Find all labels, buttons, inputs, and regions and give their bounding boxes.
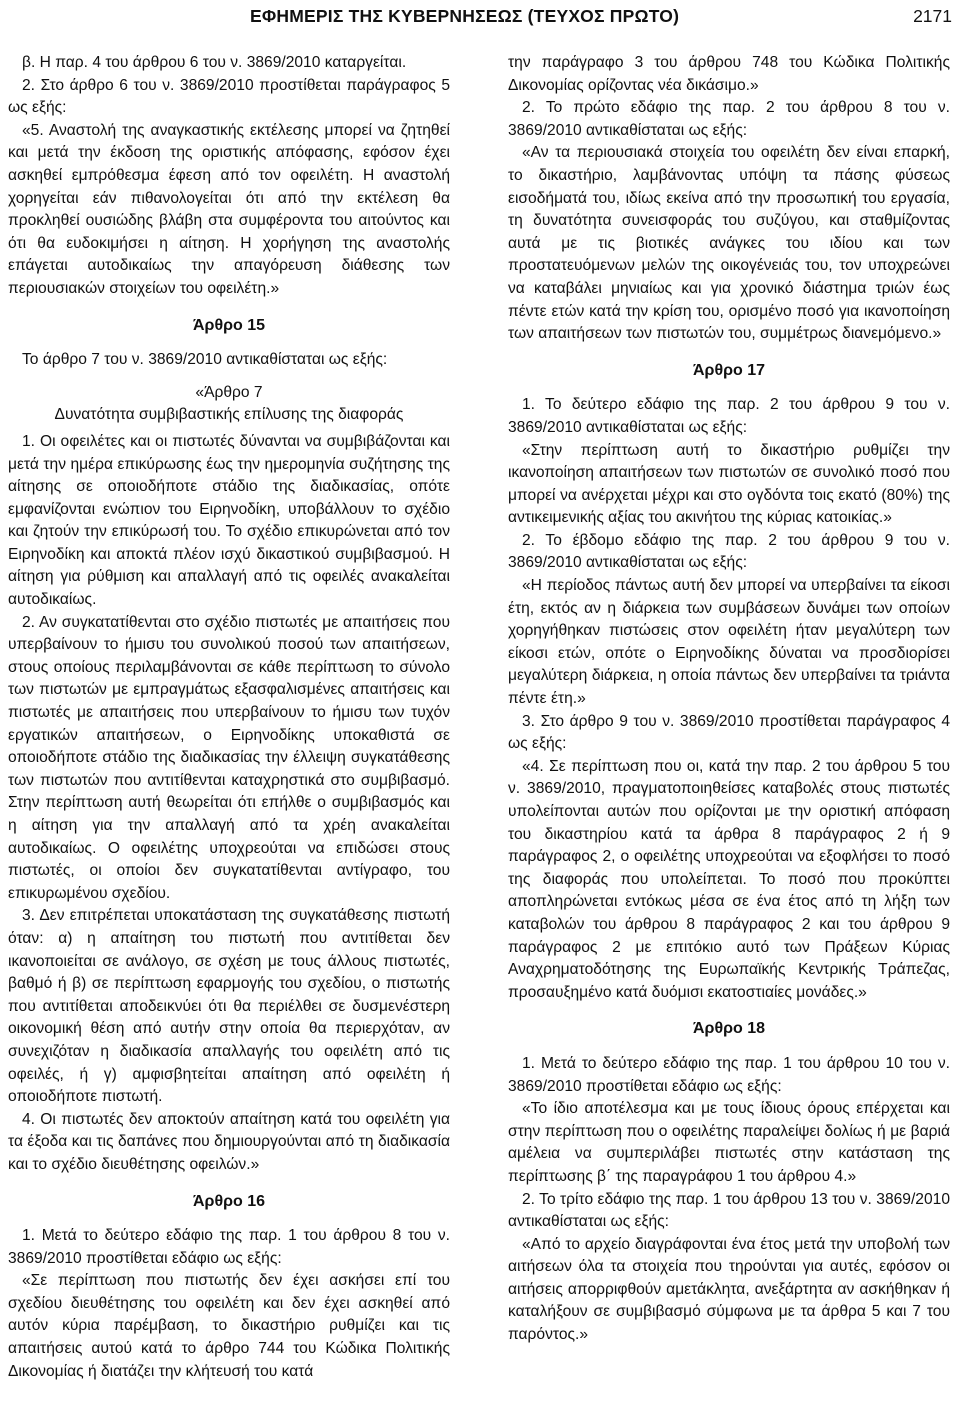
paragraph: Το άρθρο 7 του ν. 3869/2010 αντικαθίσταται ως εξής: xyxy=(22,351,388,369)
paragraph: «5. Αναστολή της αναγκαστικής εκτέλεσης μπορεί να ζητηθεί και μετά την έκδοση της οριστικής απόφασης, εφόσον έχει ασκηθεί εμπρόθεσμα έφεση από τον οφειλέτη. Η αναστολή χορηγείται εάν πιθανολογείται ότι από την εκτέλεση θα προκληθεί ουσιώδης βλάβη στα συμφέροντα του αιτούντος και ότι θα ευδοκιμήσει η αίτηση. Η χορήγηση της αναστολής επάγεται αυτοδικαίως την απαγόρευση διάθεσης των περιουσιακών στοιχείων του οφειλέτη.» xyxy=(8,121,450,297)
article-17-heading: Άρθρο 17 xyxy=(692,361,765,379)
paragraph: 3. Στο άρθρο 9 του ν. 3869/2010 προστίθεται παράγραφος 4 ως εξής: xyxy=(508,712,950,753)
paragraph: την παράγραφο 3 του άρθρου 748 του Κώδικα Πολιτικής Δικονομίας ορίζοντας νέα δικάσιμο.» xyxy=(508,54,950,94)
article-16-heading: Άρθρο 16 xyxy=(192,1192,265,1210)
article-15-heading: Άρθρο 15 xyxy=(192,316,265,334)
right-column xyxy=(508,52,950,1347)
paragraph: «Στην περίπτωση αυτή το δικαστήριο ρυθμίζει την ικανοποίηση απαιτήσεων των πιστωτών σε συνολικό ποσό που μπορεί να ανέρχεται μέχρι και στο ογδόντα τοις εκατό (80%) της αντικειμενικής αξίας του ακινήτου της κύριας κατοικίας.» xyxy=(508,441,950,527)
paragraph: «Το ίδιο αποτέλεσμα και με τους ίδιους όρους επέρχεται και στην περίπτωση που ο οφειλέτης παραλείψει δολίως ή με βαριά αμέλεια να συμπεριλάβει πιστωτές στην κατάσταση της περίπτωσης β΄ της παραγράφου 1 του άρθρου 4.» xyxy=(508,1100,950,1185)
paragraph: 2. Το πρώτο εδάφιο της παρ. 2 του άρθρου 8 του ν. 3869/2010 αντικαθίσταται ως εξής: xyxy=(508,99,950,139)
paragraph: «Σε περίπτωση που πιστωτής δεν έχει ασκήσει επί του σχεδίου διευθέτησης του οφειλέτη και δεν έχει ασκηθεί από αυτόν κύρια παρέμβαση, το δικαστήριο ρυθμίζει και τις απαιτήσεις αυτού κατά το άρθρο 744 του Κώδικα Πολιτικής Δικονομίας ή διατάζει την κλήτευσή του κατά xyxy=(8,1272,450,1380)
paragraph: 2. Αν συγκατατίθενται στο σχέδιο πιστωτές με απαιτήσεις που υπερβαίνουν το ήμισυ του συνολικού ποσού των απαιτήσεων, στους οποίους περιλαμβάνονται σε κάθε περίπτωση το σύνολο των πιστωτών με εμπραγμάτως εξασφαλισμένες απαιτήσεις και πιστωτές με απαιτήσεις που υπερβαίνουν το ήμισυ των τυχόν εργατικών απαιτήσεων, ο Ειρηνοδίκης υποκαθιστά σε οποιοδήποτε στάδιο της διαδικασίας την έλλειψη συγκατάθεσης των πιστωτών που αντιτίθενται καταχρηστικά στο συμβιβασμό. Στην περίπτωση αυτή θεωρείται ότι επήλθε ο συμβιβασμός και η αίτηση για την απαλλαγή από τα χρέη ανακαλείται αυτοδικαίως. Ο οφειλέτης υποχρεούται να επιδώσει στους πιστωτές, οι οποίοι δεν συγκατατίθενται αντίγραφο, του επικυρωμένου σχεδίου. xyxy=(8,613,450,902)
paragraph: «Η περίοδος πάντως αυτή δεν μπορεί να υπερβαίνει τα είκοσι έτη, εκτός αν η διάρκεια των συμβάσεων δυνάμει των οποίων χορηγήθηκαν πιστώσεις στον οφειλέτη ήταν μεγαλύτερη των είκοσι ετών, οπότε ο Ειρηνοδίκης δύναται να προσδιορίσει μεγαλύτερη διάρκεια, η οποία πάντως δεν υπερβαίνει τα τριάντα πέντε έτη.» xyxy=(508,577,950,708)
article-7-label: «Άρθρο 7 xyxy=(195,383,263,401)
paragraph: «4. Σε περίπτωση που οι, κατά την παρ. 2 του άρθρου 5 του ν. 3869/2010, πραγματοποιηθείσες καταβολές στους πιστωτές υπολείπονται αυτών που ορίζονται με την οριστική απόφαση του δικαστηρίου κατά τα άρθρα 8 παράγραφος 2 ή 9 παράγραφος 2, ο οφειλέτης υποχρεούται να εξοφλήσει το ποσό της διαφοράς που υπολείπεται. Το ποσό που προκύπτει αποπληρώνεται εντόκως μέσα σε ένα έτος από τη λήξη των καταβολών του άρθρου 8 παράγραφος 2 και του άρθρου 9 παράγραφος 2 με επιτόκιο αυτό των Πράξεων Κύριας Αναχρηματοδότησης της Ευρωπαϊκής Κεντρικής Τράπεζας, προσαυξημένο κατά δυόμισι εκατοστιαίες μονάδες.» xyxy=(508,757,950,1001)
page-header xyxy=(0,6,960,38)
page-number: 2171 xyxy=(913,6,952,26)
left-column xyxy=(8,52,450,1383)
article-7-title: Δυνατότητα συμβιβαστικής επίλυσης της διαφοράς xyxy=(54,406,404,424)
paragraph: 4. Οι πιστωτές δεν αποκτούν απαίτηση κατά του οφειλέτη για τα έξοδα και τις δαπάνες που δημιουργούνται από τη διαδικασία και το σχέδιο διευθέτησης οφειλών.» xyxy=(8,1110,450,1173)
paragraph: «Αν τα περιουσιακά στοιχεία του οφειλέτη δεν είναι επαρκή, το δικαστήριο, λαμβάνοντας υπόψη τα πάσης φύσεως εισοδήματά του, ιδίως εκείνα από την προσωπική του εργασία, τη δυνατότητα συνεισφοράς του συζύγου, και σταθμίζοντας αυτά με τις βιοτικές ανάγκες του ιδίου και των προστατευόμενων μελών της οικογένειάς του, τον υποχρεώνει να καταβάλει μηνιαίως και για χρονικό διάστημα τριών έως πέντε ετών κατά την κρίση του, ορισμένο ποσό για ικανοποίηση των απαιτήσεων των πιστωτών του, συμμέτρως διανεμόμενο.» xyxy=(508,144,950,343)
paragraph: 2. Στο άρθρο 6 του ν. 3869/2010 προστίθεται παράγραφος 5 ως εξής: xyxy=(8,76,450,117)
article-18-heading: Άρθρο 18 xyxy=(692,1020,765,1038)
paragraph: β. Η παρ. 4 του άρθρου 6 του ν. 3869/2010 καταργείται. xyxy=(22,54,407,71)
paragraph: 1. Το δεύτερο εδάφιο της παρ. 2 του άρθρου 9 του ν. 3869/2010 αντικαθίσταται ως εξής: xyxy=(508,396,950,436)
paragraph: «Από το αρχείο διαγράφονται ένα έτος μετά την υποβολή των αιτήσεων όλα τα στοιχεία που τηρούνται για αυτές, εφόσον οι αιτήσεις απορριφθούν αμετάκλητα, ανεξάρτητα αν ασκήθηκαν ή καταλήξουν σε συμβιβασμό σύμφωνα με τα άρθρα 5 και 7 του παρόντος.» xyxy=(508,1235,950,1344)
paragraph: 2. Το τρίτο εδάφιο της παρ. 1 του άρθρου 13 του ν. 3869/2010 αντικαθίσταται ως εξής: xyxy=(508,1190,950,1231)
paragraph: 1. Μετά το δεύτερο εδάφιο της παρ. 1 του άρθρου 8 του ν. 3869/2010 προστίθεται εδάφιο ως εξής: xyxy=(8,1227,450,1267)
paragraph: 1. Μετά το δεύτερο εδάφιο της παρ. 1 του άρθρου 10 του ν. 3869/2010 προστίθεται εδάφιο ως εξής: xyxy=(508,1054,950,1095)
paragraph: 3. Δεν επιτρέπεται υποκατάσταση της συγκατάθεσης πιστωτή όταν: α) η απαίτηση του πιστωτή που αντιτίθεται δεν ικανοποιείται σε ανάλογο, σε σχέση με τους άλλους πιστωτές, βαθμό ή β) σε περίπτωση εφαρμογής του σχεδίου, ο πιστωτής που αντιτίθεται αποδεικνύει ότι θα περιέλθει σε δυσμενέστερη οικονομική θέση από αυτήν στην οποία θα περιερχόταν, αν συνεχιζόταν η διαδικασία απαλλαγής του οφειλέτη από τις οφειλές, ή γ) αμφισβητείται απαίτηση από οφειλέτη ή οποιοδήποτε πιστωτή. xyxy=(8,907,450,1106)
paragraph: 2. Το έβδομο εδάφιο της παρ. 2 του άρθρου 9 του ν. 3869/2010 αντικαθίσταται ως εξής: xyxy=(508,531,950,572)
gazette-title: ΕΦΗΜΕΡΙΣ ΤΗΣ ΚΥΒΕΡΝΗΣΕΩΣ (ΤΕΥΧΟΣ ΠΡΩΤΟ) xyxy=(250,6,680,26)
paragraph: 1. Οι οφειλέτες και οι πιστωτές δύνανται να συμβιβάζονται και μετά την ημέρα επικύρωσης έως την ημερομηνία συζήτησης της αίτησης σε οποιοδήποτε στάδιο της διαδικασίας, οπότε εμφανίζονται ενώπιον του Ειρηνοδίκη, υποβάλλουν το σχέδιο και ζητούν την επικύρωσή του. Το σχέδιο επικυρώνεται από τον Ειρηνοδίκη και αποκτά πλέον ισχύ δικαστικού συμβιβασμού. Η αίτηση για ρύθμιση και απαλλαγή από τις οφειλές ανακαλείται αυτοδικαίως. xyxy=(8,432,450,609)
